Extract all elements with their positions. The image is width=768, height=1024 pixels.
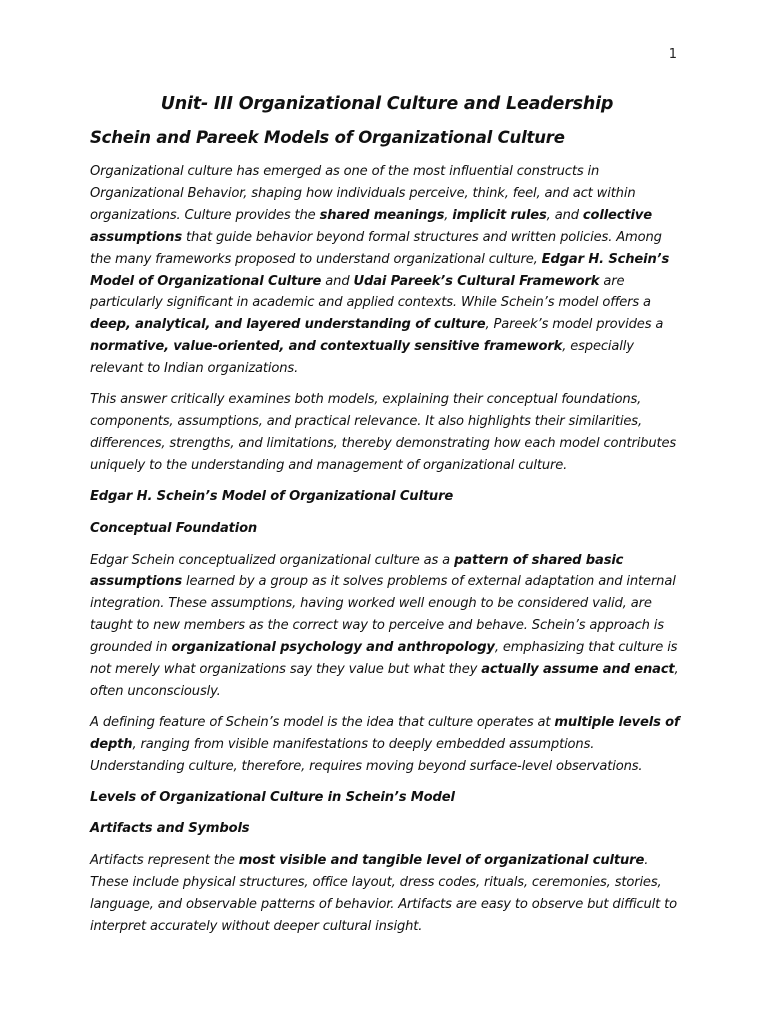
text-run: . These include physical structures, office layout, dress codes, rituals, ceremonies, stories, language, and observable patterns of behavior. Artifacts are easy to observe but difficult to interpret accurately without deeper cultural insight. — [90, 853, 678, 935]
text-run: that guide behavior beyond formal structures and written policies. Among the many frameworks proposed to understand organizational culture, — [90, 229, 662, 267]
heading-levels-of-culture: Levels of Organizational Culture in Schein’s Model — [90, 789, 455, 805]
text-run: are particularly significant in academic and applied contexts. While Schein’s model offers a — [90, 273, 651, 311]
emphasis-run: deep, analytical, and layered understanding of culture — [90, 317, 486, 333]
emphasis-run: pattern of shared basic assumptions — [90, 552, 624, 590]
text-run: , especially relevant to Indian organizations. — [90, 339, 634, 377]
emphasis-run: multiple levels of depth — [90, 714, 680, 752]
emphasis-run: implicit rules — [452, 207, 547, 223]
emphasis-run: Edgar H. Schein’s Model of Organizational Culture — [90, 251, 670, 289]
paragraph-artifacts — [90, 850, 684, 938]
heading-conceptual-foundation: Conceptual Foundation — [90, 520, 258, 536]
emphasis-run: normative, value-oriented, and contextually sensitive framework — [90, 339, 563, 355]
text-run: , Pareek’s model provides a — [485, 317, 664, 333]
text-run: and — [321, 273, 354, 289]
document-body — [90, 94, 684, 947]
document-title: Unit- III Organizational Culture and Leadership — [160, 94, 614, 114]
text-run: Artifacts represent the — [90, 853, 239, 869]
emphasis-run: Udai Pareek’s Cultural Framework — [353, 273, 600, 289]
text-run: , emphasizing that culture is not merely what organizations say they value but what they — [90, 640, 678, 678]
paragraph-levels-of-depth — [90, 712, 684, 778]
emphasis-run: organizational psychology and anthropology — [171, 640, 495, 656]
heading-artifacts-symbols: Artifacts and Symbols — [90, 821, 250, 837]
emphasis-run: shared meanings — [319, 207, 445, 223]
emphasis-run: collective assumptions — [90, 207, 652, 245]
document-subtitle: Schein and Pareek Models of Organizational Culture — [90, 128, 565, 147]
text-run: , and — [546, 207, 583, 223]
text-run: Edgar Schein conceptualized organizational culture as a — [90, 552, 455, 568]
text-run: , often unconsciously. — [90, 662, 679, 699]
text-run: Organizational culture has emerged as one of the most influential constructs in Organizational Behavior, shaping how individuals perceive, think, feel, and act within organizations. Culture provides the — [90, 164, 636, 223]
heading-schein-model: Edgar H. Schein’s Model of Organizational Culture — [90, 488, 454, 504]
text-run: A defining feature of Schein’s model is the idea that culture operates at — [90, 714, 555, 730]
text-run: learned by a group as it solves problems of external adaptation and internal integration. These assumptions, having worked well enough to be considered valid, are taught to new members as the correct way to perceive and behave. Schein’s approach is grounded in — [90, 574, 676, 656]
page-number: 1 — [668, 47, 677, 62]
text-run: , — [444, 207, 453, 223]
paragraph-schein-definition — [90, 550, 684, 703]
text-run: , ranging from visible manifestations to deeply embedded assumptions. Understanding culture, therefore, requires moving beyond surface-level observations. — [90, 736, 643, 774]
paragraph-intro — [90, 161, 684, 380]
emphasis-run: most visible and tangible level of organizational culture — [238, 853, 645, 869]
paragraph-overview: This answer critically examines both models, explaining their conceptual foundations, components, assumptions, and practical relevance. It also highlights their similarities, differences, strengths, and limitations, thereby demonstrating how each model contributes uniquely to the understanding and management of organizational culture. — [90, 392, 677, 473]
emphasis-run: actually assume and enact — [481, 662, 675, 678]
